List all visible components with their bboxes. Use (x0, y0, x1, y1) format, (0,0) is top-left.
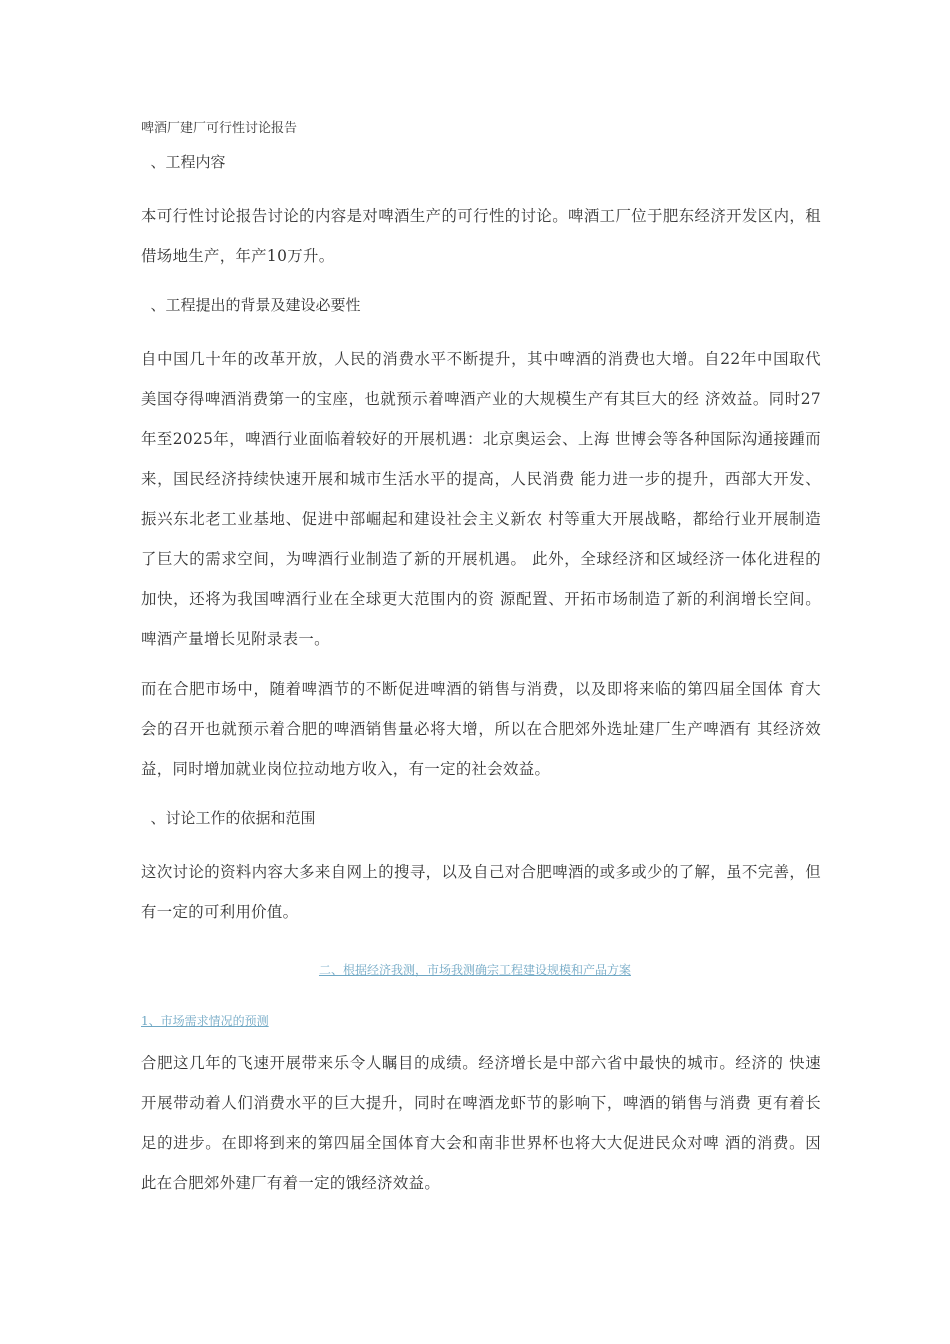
paragraph-project-content: 本可行性讨论报告讨论的内容是对啤酒生产的可行性的讨论。啤酒工厂位于肥东经济开发区内，租借场地生产，年产10万升。 (141, 207, 821, 265)
link-subheading-market-demand[interactable]: 1、市场需求情况的预测 (141, 1014, 269, 1028)
section-heading-project-content: 、工程内容 (141, 153, 226, 171)
section-heading-basis-scope: 、讨论工作的依据和范围 (141, 809, 316, 827)
link-heading-scale-plan[interactable]: 二、根据经济我测，市场我测确宗工程建设规模和产品方案 (318, 963, 631, 977)
section-heading-background: 、工程提出的背景及建设必要性 (141, 296, 361, 314)
document-title: 啤酒厂建厂可行性讨论报告 (141, 121, 298, 136)
paragraph-market-demand: 合肥这几年的飞速开展带来乐令人瞩目的成绩。经济增长是中部六省中最快的城市。经济的 快速开展带动着人们消费水平的巨大提升，同时在啤酒龙虾节的影响下，啤酒的销售与消费 更有着长足的进步。在即将到来的第四届全国体育大会和南非世界杯也将大大促进民众对啤 酒的消费。因此在合肥郊外建厂有着一定的饿经济效益。 (141, 1054, 821, 1192)
paragraph-basis-scope: 这次讨论的资料内容大多来自网上的搜寻，以及自己对合肥啤酒的或多或少的了解，虽不完善，但有一定的可利用价值。 (141, 863, 821, 921)
paragraph-hefei-market: 而在合肥市场中，随着啤酒节的不断促进啤酒的销售与消费，以及即将来临的第四届全国体 育大会的召开也就预示着合肥的啤酒销售量必将大增，所以在合肥郊外选址建厂生产啤酒有 其经济效益，同时增加就业岗位拉动地方收入，有一定的社会效益。 (141, 680, 821, 778)
paragraph-background: 自中国几十年的改革开放，人民的消费水平不断提升，其中啤酒的消费也大增。自22年中国取代美国夺得啤酒消费第一的宝座，也就预示着啤酒产业的大规模生产有其巨大的经 济效益。同时27年至2025年，啤酒行业面临着较好的开展机遇：北京奥运会、上海 世博会等各种国际沟通接踵而来，国民经济持续快速开展和城市生活水平的提高，人民消费 能力进一步的提升，西部大开发、振兴东北老工业基地、促进中部崛起和建设社会主义新农 村等重大开展战略，都给行业开展制造了巨大的需求空间，为啤酒行业制造了新的开展机遇。 此外，全球经济和区域经济一体化进程的加快，还将为我国啤酒行业在全球更大范围内的资 源配置、开拓市场制造了新的利润增长空间。啤酒产量增长见附录表一。 (141, 350, 821, 648)
